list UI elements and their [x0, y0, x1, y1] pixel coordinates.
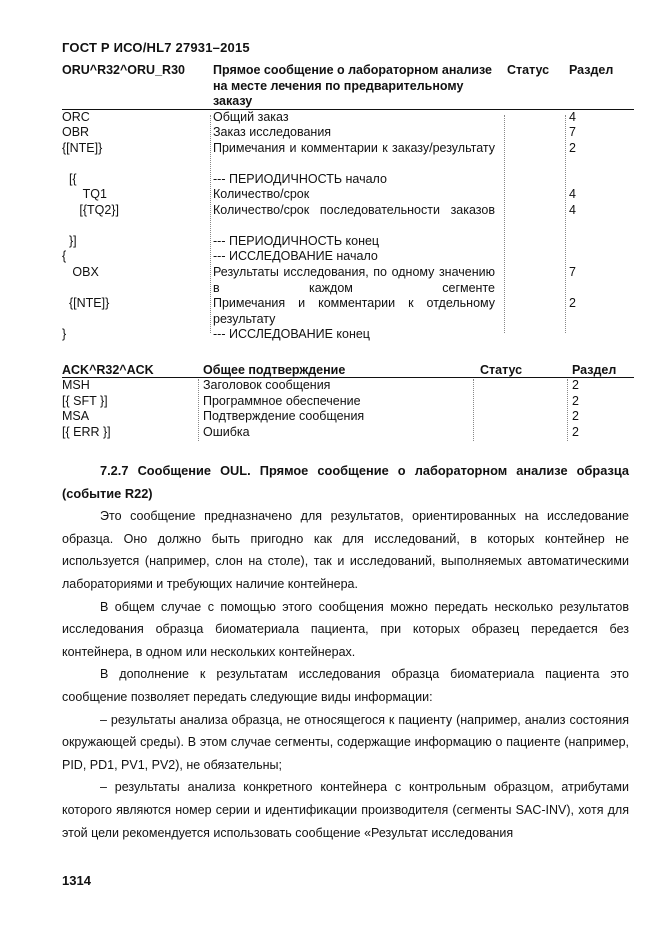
segment-description: Заголовок сообщения: [203, 378, 331, 392]
column-header-status: Статус: [480, 363, 523, 377]
segment-code: OBR: [62, 125, 90, 139]
column-header-section: Раздел: [572, 363, 617, 377]
section-number: 2: [572, 424, 579, 439]
column-header-message: ACK^R32^ACK: [62, 363, 154, 377]
column-divider: [504, 115, 505, 333]
section-number: 7: [569, 265, 576, 279]
segment-code: OBX: [62, 265, 99, 279]
section-heading: 7.2.7 Сообщение OUL. Прямое сообщение о лабораторном анализе образца (событие R22): [62, 463, 629, 501]
section-number: 2: [572, 393, 579, 408]
segment-code: {: [62, 249, 67, 263]
segment-description: --- ИССЛЕДОВАНИЕ конец: [213, 327, 370, 341]
page-number: 1314: [62, 873, 91, 888]
paragraph: В дополнение к результатам исследования образца биоматериала пациента это сообщение позволяет передать следующие виды информации:: [62, 667, 629, 704]
segment-code: }]: [62, 234, 77, 248]
section-number: 4: [569, 187, 576, 201]
section-number: 7: [569, 125, 576, 139]
segment-description: Программное обеспечение: [203, 393, 361, 408]
section-number: 4: [569, 203, 576, 217]
segment-description: Общий заказ: [213, 110, 289, 124]
segment-code: ORC: [62, 110, 90, 124]
section-body: [62, 460, 629, 844]
paragraph: Это сообщение предназначено для результатов, ориентированных на исследование образца. Оно должно быть пригодно как для исследований, в которых контейнер не используется (например, слон на столе), так и исследований, выполняемых автоматическими лабораториями и требующих наличие контейнера.: [62, 509, 629, 591]
column-header-section: Раздел: [569, 63, 614, 77]
segment-description: Примечания и комментарии к отдельному результату: [213, 296, 495, 326]
segment-description: Количество/срок последовательности заказов: [213, 203, 495, 217]
column-header-status: Статус: [507, 63, 550, 77]
section-number: 2: [572, 378, 579, 392]
segment-description: Заказ исследования: [213, 125, 332, 139]
list-item: – результаты анализа образца, не относящегося к пациенту (например, анализ состояния окружающей среды). В этом случае сегменты, содержащие информацию о пациенте (например, PID, PD1, PV1, PV2), не обязательны;: [62, 712, 629, 772]
segment-description: Результаты исследования, по одному значению в каждом сегменте: [213, 265, 495, 295]
segment-description: --- ПЕРИОДИЧНОСТЬ конец: [213, 234, 380, 248]
segment-code: {[NTE]}: [62, 296, 110, 310]
segment-description: --- ИССЛЕДОВАНИЕ начало: [213, 249, 378, 263]
column-header-description: Прямое сообщение о лабораторном анализе на месте лечения по предварительному заказу: [213, 63, 492, 108]
segment-code: [{TQ2}]: [62, 203, 119, 217]
column-divider: [210, 115, 211, 333]
column-header-message: ORU^R32^ORU_R30: [62, 63, 185, 77]
segment-code: MSH: [62, 378, 90, 392]
column-divider: [565, 115, 566, 333]
document-header: ГОСТ Р ИСО/HL7 27931–2015: [62, 40, 250, 55]
segment-description: --- ПЕРИОДИЧНОСТЬ начало: [213, 172, 387, 186]
segment-code: {[NTE]}: [62, 141, 103, 155]
segment-description: Ошибка: [203, 424, 250, 439]
section-number: 2: [569, 141, 576, 155]
segment-code: [{ ERR }]: [62, 424, 111, 439]
section-number: 4: [569, 110, 576, 124]
segment-description: Количество/срок: [213, 187, 310, 201]
segment-code: [{: [62, 172, 77, 186]
section-number: 2: [572, 409, 579, 423]
segment-description: Примечания и комментарии к заказу/результату: [213, 141, 495, 155]
segment-code: MSA: [62, 409, 90, 423]
segment-code: }: [62, 327, 67, 341]
column-divider: [473, 379, 474, 441]
segment-description: Подтверждение сообщения: [203, 409, 365, 423]
section-number: 2: [569, 296, 576, 310]
paragraph: В общем случае с помощью этого сообщения можно передать несколько результатов исследования образца биоматериала пациента, при которых образец передается без контейнера, в одном или нескольких контейнерах.: [62, 599, 629, 659]
column-divider: [198, 379, 199, 441]
segment-code: [{ SFT }]: [62, 393, 108, 408]
column-divider: [567, 379, 568, 441]
column-header-description: Общее подтверждение: [203, 363, 346, 377]
list-item: – результаты анализа конкретного контейнера с контрольным образцом, атрибутами которого являются номер серии и идентификации производителя (сегменты SAC-INV), хотя для этой цели рекомендуется использовать сообщение «Результат исследования: [62, 780, 629, 840]
segment-code: TQ1: [62, 187, 107, 201]
